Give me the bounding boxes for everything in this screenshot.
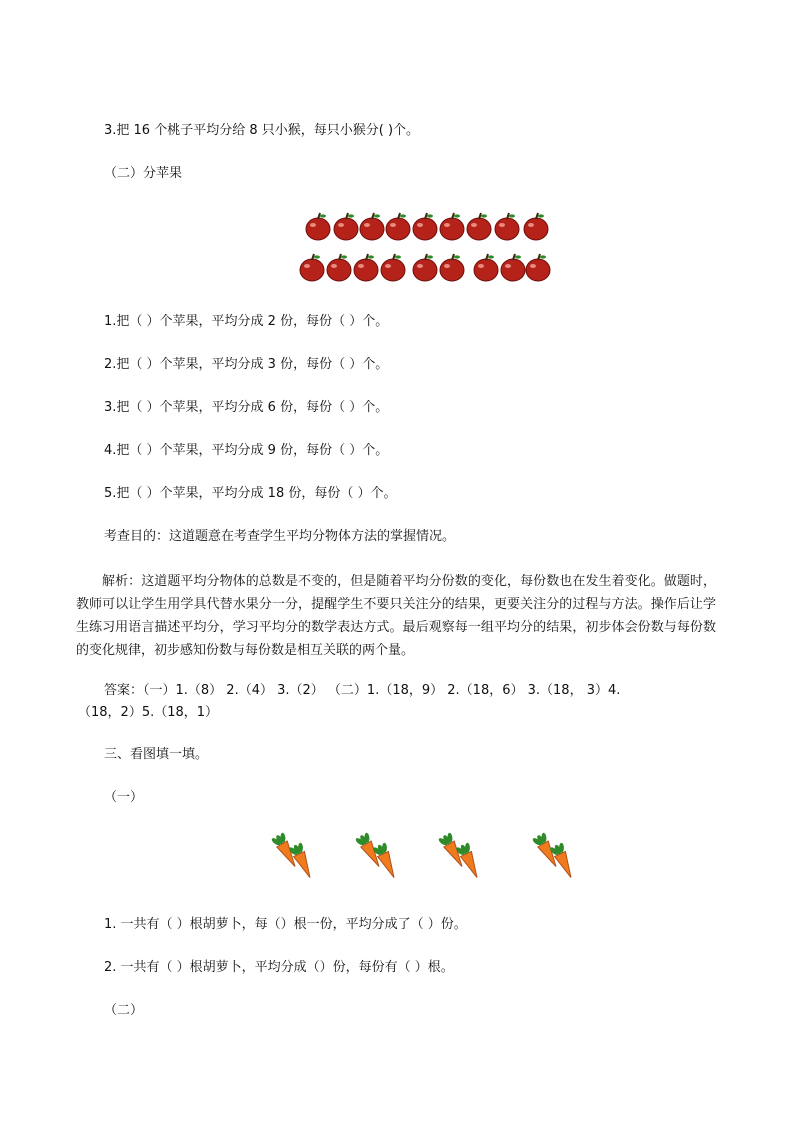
apple-icon [526, 254, 550, 281]
apple-icon [381, 254, 405, 281]
carrot-group-icon [354, 831, 402, 881]
purpose-text: 考查目的：这道题意在考查学生平均分物体方法的掌握情况。 [104, 529, 456, 544]
carrot-picture-svg [0, 828, 794, 892]
apple-row-2-svg [0, 253, 794, 283]
section-apples-heading: （二）分苹果 [104, 166, 183, 181]
answer-line-2: （18，2）5.（18，1） [78, 705, 219, 720]
apple-icon [467, 213, 491, 240]
apple-row-1 [0, 212, 794, 242]
apple-icon [413, 213, 437, 240]
apple-icon [413, 254, 437, 281]
carrot-group-icon [270, 831, 318, 881]
carrot-group-icon [531, 831, 579, 881]
section-3-sub-1: （一） [104, 790, 144, 805]
apple-icon [334, 213, 358, 240]
analysis-paragraph: 解析：这道题平均分物体的总数是不变的，但是随着平均分份数的变化，每份数也在发生着变化。做题时，教师可以让学生用学具代替水果分一分，提醒学生不要只关注分的结果，更要关注分的过程与方法。操作后让学生练习用语言描述平均分，学习平均分的数学表达方式。最后观察每一组平均分的结果，初步体会份数与每份数的变化规律，初步感知份数与每份数是相互关联的两个量。 [76, 574, 716, 658]
apple-icon [386, 213, 410, 240]
apple-question-3: 3.把（ ）个苹果，平均分成 6 份，每份（ ）个。 [104, 400, 389, 415]
apple-question-4: 4.把（ ）个苹果，平均分成 9 份，每份（ ）个。 [104, 443, 389, 458]
apple-icon [300, 254, 324, 281]
apple-row-1-svg [0, 212, 794, 242]
apple-row-2 [0, 253, 794, 283]
answer-line-1: 答案：（一）1.（8） 2.（4） 3.（2） （二）1.（18，9） 2.（18，6） 3.（18， 3）4. [104, 683, 621, 698]
apple-icon [440, 254, 464, 281]
apple-icon [524, 213, 548, 240]
apple-question-2: 2.把（ ）个苹果，平均分成 3 份，每份（ ）个。 [104, 357, 389, 372]
section-3-sub-2: （二） [104, 1003, 144, 1018]
apple-icon [495, 213, 519, 240]
apple-icon [360, 213, 384, 240]
apple-icon [306, 213, 330, 240]
apple-icon [327, 254, 351, 281]
apple-icon [474, 254, 498, 281]
apple-question-5: 5.把（ ）个苹果，平均分成 18 份，每份（ ）个。 [104, 486, 397, 501]
section-3-heading: 三、看图填一填。 [104, 747, 209, 762]
peach-question: 3.把 16 个桃子平均分给 8 只小猴，每只小猴分( )个。 [104, 123, 420, 138]
apple-icon [501, 254, 525, 281]
carrot-question-2: 2. 一共有（ ）根胡萝卜，平均分成（）份，每份有（ ）根。 [104, 960, 454, 975]
apple-icon [440, 213, 464, 240]
apple-icon [354, 254, 378, 281]
apple-question-1: 1.把（ ）个苹果，平均分成 2 份，每份（ ）个。 [104, 314, 389, 329]
carrot-question-1: 1. 一共有（ ）根胡萝卜，每（）根一份，平均分成了（ ）份。 [104, 917, 467, 932]
carrot-picture [0, 828, 794, 892]
carrot-group-icon [437, 831, 485, 881]
